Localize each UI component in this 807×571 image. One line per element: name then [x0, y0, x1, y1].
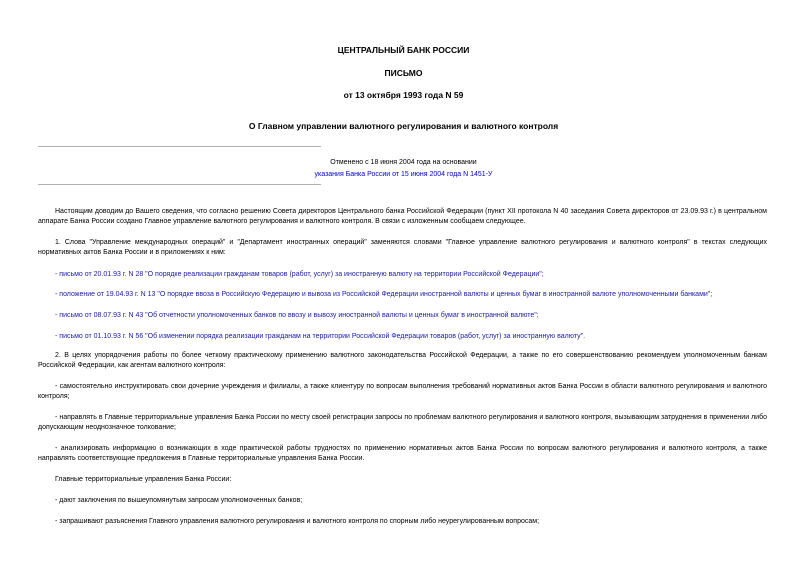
letter-link-1[interactable]: - письмо от 20.01.93 г. N 28 "О порядке реализации гражданам товаров (работ, услуг) за иностранную валюту на территории Российской Федерации"; [55, 271, 544, 278]
letter-link-2[interactable]: - положение от 19.04.93 г. N 13 "О порядке ввоза в Российскую Федерацию и вывоза из Российской Федерации иностранной валюты и ценных бумаг в иностранной валюте уполномоченными банками"; [55, 291, 713, 298]
paragraph-2: 2. В целях упорядочения работы по более четкому практическому применению валютного законодательства Российской Федерации, а также по его совершенствованию рекомендуем уполномоченным банкам Российской Федерации, как агентам валютного контроля: [38, 352, 767, 369]
letter-link-3[interactable]: - письмо от 08.07.93 г. N 43 "Об отчетности уполномоченных банков по ввозу и вывозу иностранной валюты и ценных бумаг в иностранной валюте"; [55, 312, 539, 319]
paragraph-analysis: - анализировать информацию о возникающих в ходе практической работы трудностях по применению нормативных актов Банка России по вопросам валютного регулирования и валютного контроля, а также направлять соответствующие предложения в Главные территориальные управления Банка России. [38, 445, 767, 462]
paragraph-1: 1. Слова "Управление международных операций" и "Департамент иностранных операций" заменяются словами "Главное управление валютного регулирования и валютного контроля" в текстах следующих нормативных актов Банка России и в приложениях к ним: [38, 239, 767, 256]
letter-link-4[interactable]: - письмо от 01.10.93 г. N 56 "Об изменении порядка реализации гражданам на территории Российской Федерации товаров (работ, услуг) за иностранную валюту". [55, 333, 586, 340]
divider-bottom [38, 184, 321, 185]
document-title: О Главном управлении валютного регулирования и валютного контроля [248, 121, 559, 131]
paragraph-instruct: - самостоятельно инструктировать свои дочерние учреждения и филиалы, а также клиентуру по вопросам выполнения требований нормативных актов Банка России в области валютного регулирования и валютного контроля; [38, 383, 767, 400]
cancellation-note: Отменено с 18 июня 2004 года на основании [330, 159, 477, 166]
paragraph-territorial: Главные территориальные управления Банка России: [55, 476, 232, 483]
cancellation-link[interactable]: указания Банка России от 15 июня 2004 года N 1451-У [314, 171, 493, 178]
document-type: ПИСЬМО [384, 68, 423, 78]
document-issuer: ЦЕНТРАЛЬНЫЙ БАНК РОССИИ [337, 45, 470, 55]
document-date-number: от 13 октября 1993 года N 59 [343, 90, 464, 100]
paragraph-requests: - направлять в Главные территориальные управления Банка России по месту своей регистрации запросы по проблемам валютного регулирования и валютного контроля, вызывающим затруднения в применении либо допускающим неоднозначное толкование; [38, 414, 767, 431]
paragraph-intro: Настоящим доводим до Вашего сведения, что согласно решению Совета директоров Центрального банка Российской Федерации (пункт XII протокола N 40 заседания Совета директоров от 23.09.93 г.) в центральном аппарате Банка России создано Главное управление валютного регулирования и валютного контроля. В связи с изложенным сообщаем следующее. [38, 208, 767, 225]
paragraph-conclusions: - дают заключения по вышеупомянутым запросам уполномоченных банков; [55, 497, 303, 504]
paragraph-clarifications: - запрашивают разъяснения Главного управления валютного регулирования и валютного контроля по спорным либо неурегулированным вопросам; [55, 518, 540, 525]
divider-top [38, 146, 321, 147]
